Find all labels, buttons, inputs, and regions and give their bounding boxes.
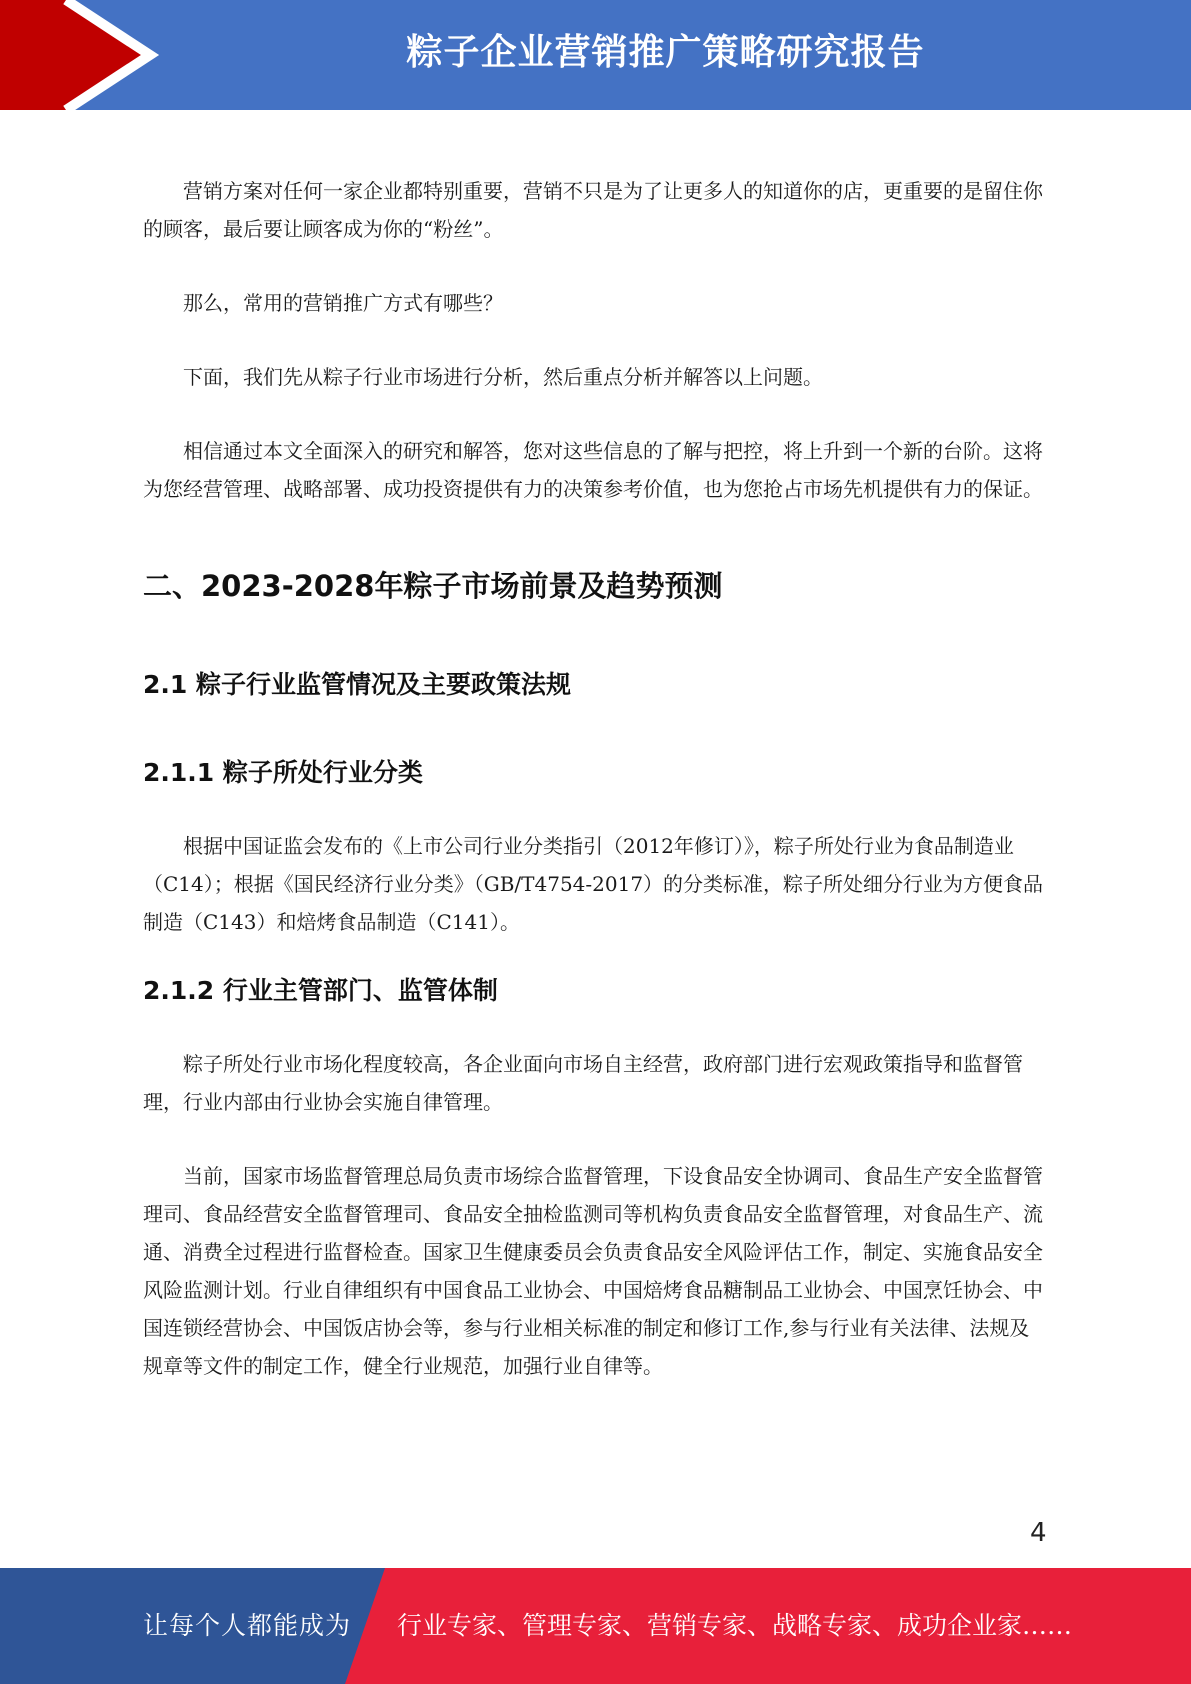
page-content <box>143 172 1048 1385</box>
page-header <box>0 0 1191 110</box>
report-title: 粽子企业营销推广策略研究报告 <box>406 32 925 73</box>
intro-paragraph-2: 那么，常用的营销推广方式有哪些？ <box>183 291 503 315</box>
section-heading-2: 二、2023-2028年粽子市场前景及趋势预测 <box>143 569 723 603</box>
subsection-heading-2-1-2: 2.1.2 行业主管部门、监管体制 <box>143 976 498 1005</box>
page-footer <box>0 1568 1191 1684</box>
regulation-paragraph-1: 粽子所处行业市场化程度较高，各企业面向市场自主经营，政府部门进行宏观政策指导和监督管理，行业内部由行业协会实施自律管理。 <box>143 1052 1023 1114</box>
subsection-heading-2-1-1: 2.1.1 粽子所处行业分类 <box>143 758 423 787</box>
page-number: 4 <box>1030 1518 1047 1548</box>
classification-paragraph: 根据中国证监会发布的《上市公司行业分类指引（2012年修订）》，粽子所处行业为食品制造业（C14）；根据《国民经济行业分类》（GB/T4754-2017）的分类标准，粽子所处细分行业为方便食品制造（C143）和焙烤食品制造（C141）。 <box>143 834 1044 934</box>
intro-paragraph-3: 下面，我们先从粽子行业市场进行分析，然后重点分析并解答以上问题。 <box>183 365 823 389</box>
footer-slogan-right: 行业专家、管理专家、营销专家、战略专家、成功企业家…… <box>397 1611 1073 1640</box>
footer-slogan-left: 让每个人都能成为 <box>143 1611 352 1640</box>
intro-paragraph-4: 相信通过本文全面深入的研究和解答，您对这些信息的了解与把控，将上升到一个新的台阶。这将为您经营管理、战略部署、成功投资提供有力的决策参考价值，也为您抢占市场先机提供有力的保证。 <box>143 439 1043 501</box>
regulation-paragraph-2: 当前，国家市场监督管理总局负责市场综合监督管理，下设食品安全协调司、食品生产安全监督管理司、食品经营安全监督管理司、食品安全抽检监测司等机构负责食品安全监督管理，对食品生产、流通、消费全过程进行监督检查。国家卫生健康委员会负责食品安全风险评估工作，制定、实施食品安全风险监测计划。行业自律组织有中国食品工业协会、中国焙烤食品糖制品工业协会、中国烹饪协会、中国连锁经营协会、中国饭店协会等，参与行业相关标准的制定和修订工作,参与行业有关法律、法规及规章等文件的制定工作，健全行业规范，加强行业自律等。 <box>143 1164 1043 1378</box>
subsection-heading-2-1: 2.1 粽子行业监管情况及主要政策法规 <box>143 670 571 699</box>
intro-paragraph-1: 营销方案对任何一家企业都特别重要，营销不只是为了让更多人的知道你的店，更重要的是留住你的顾客，最后要让顾客成为你的“粉丝”。 <box>143 179 1043 241</box>
